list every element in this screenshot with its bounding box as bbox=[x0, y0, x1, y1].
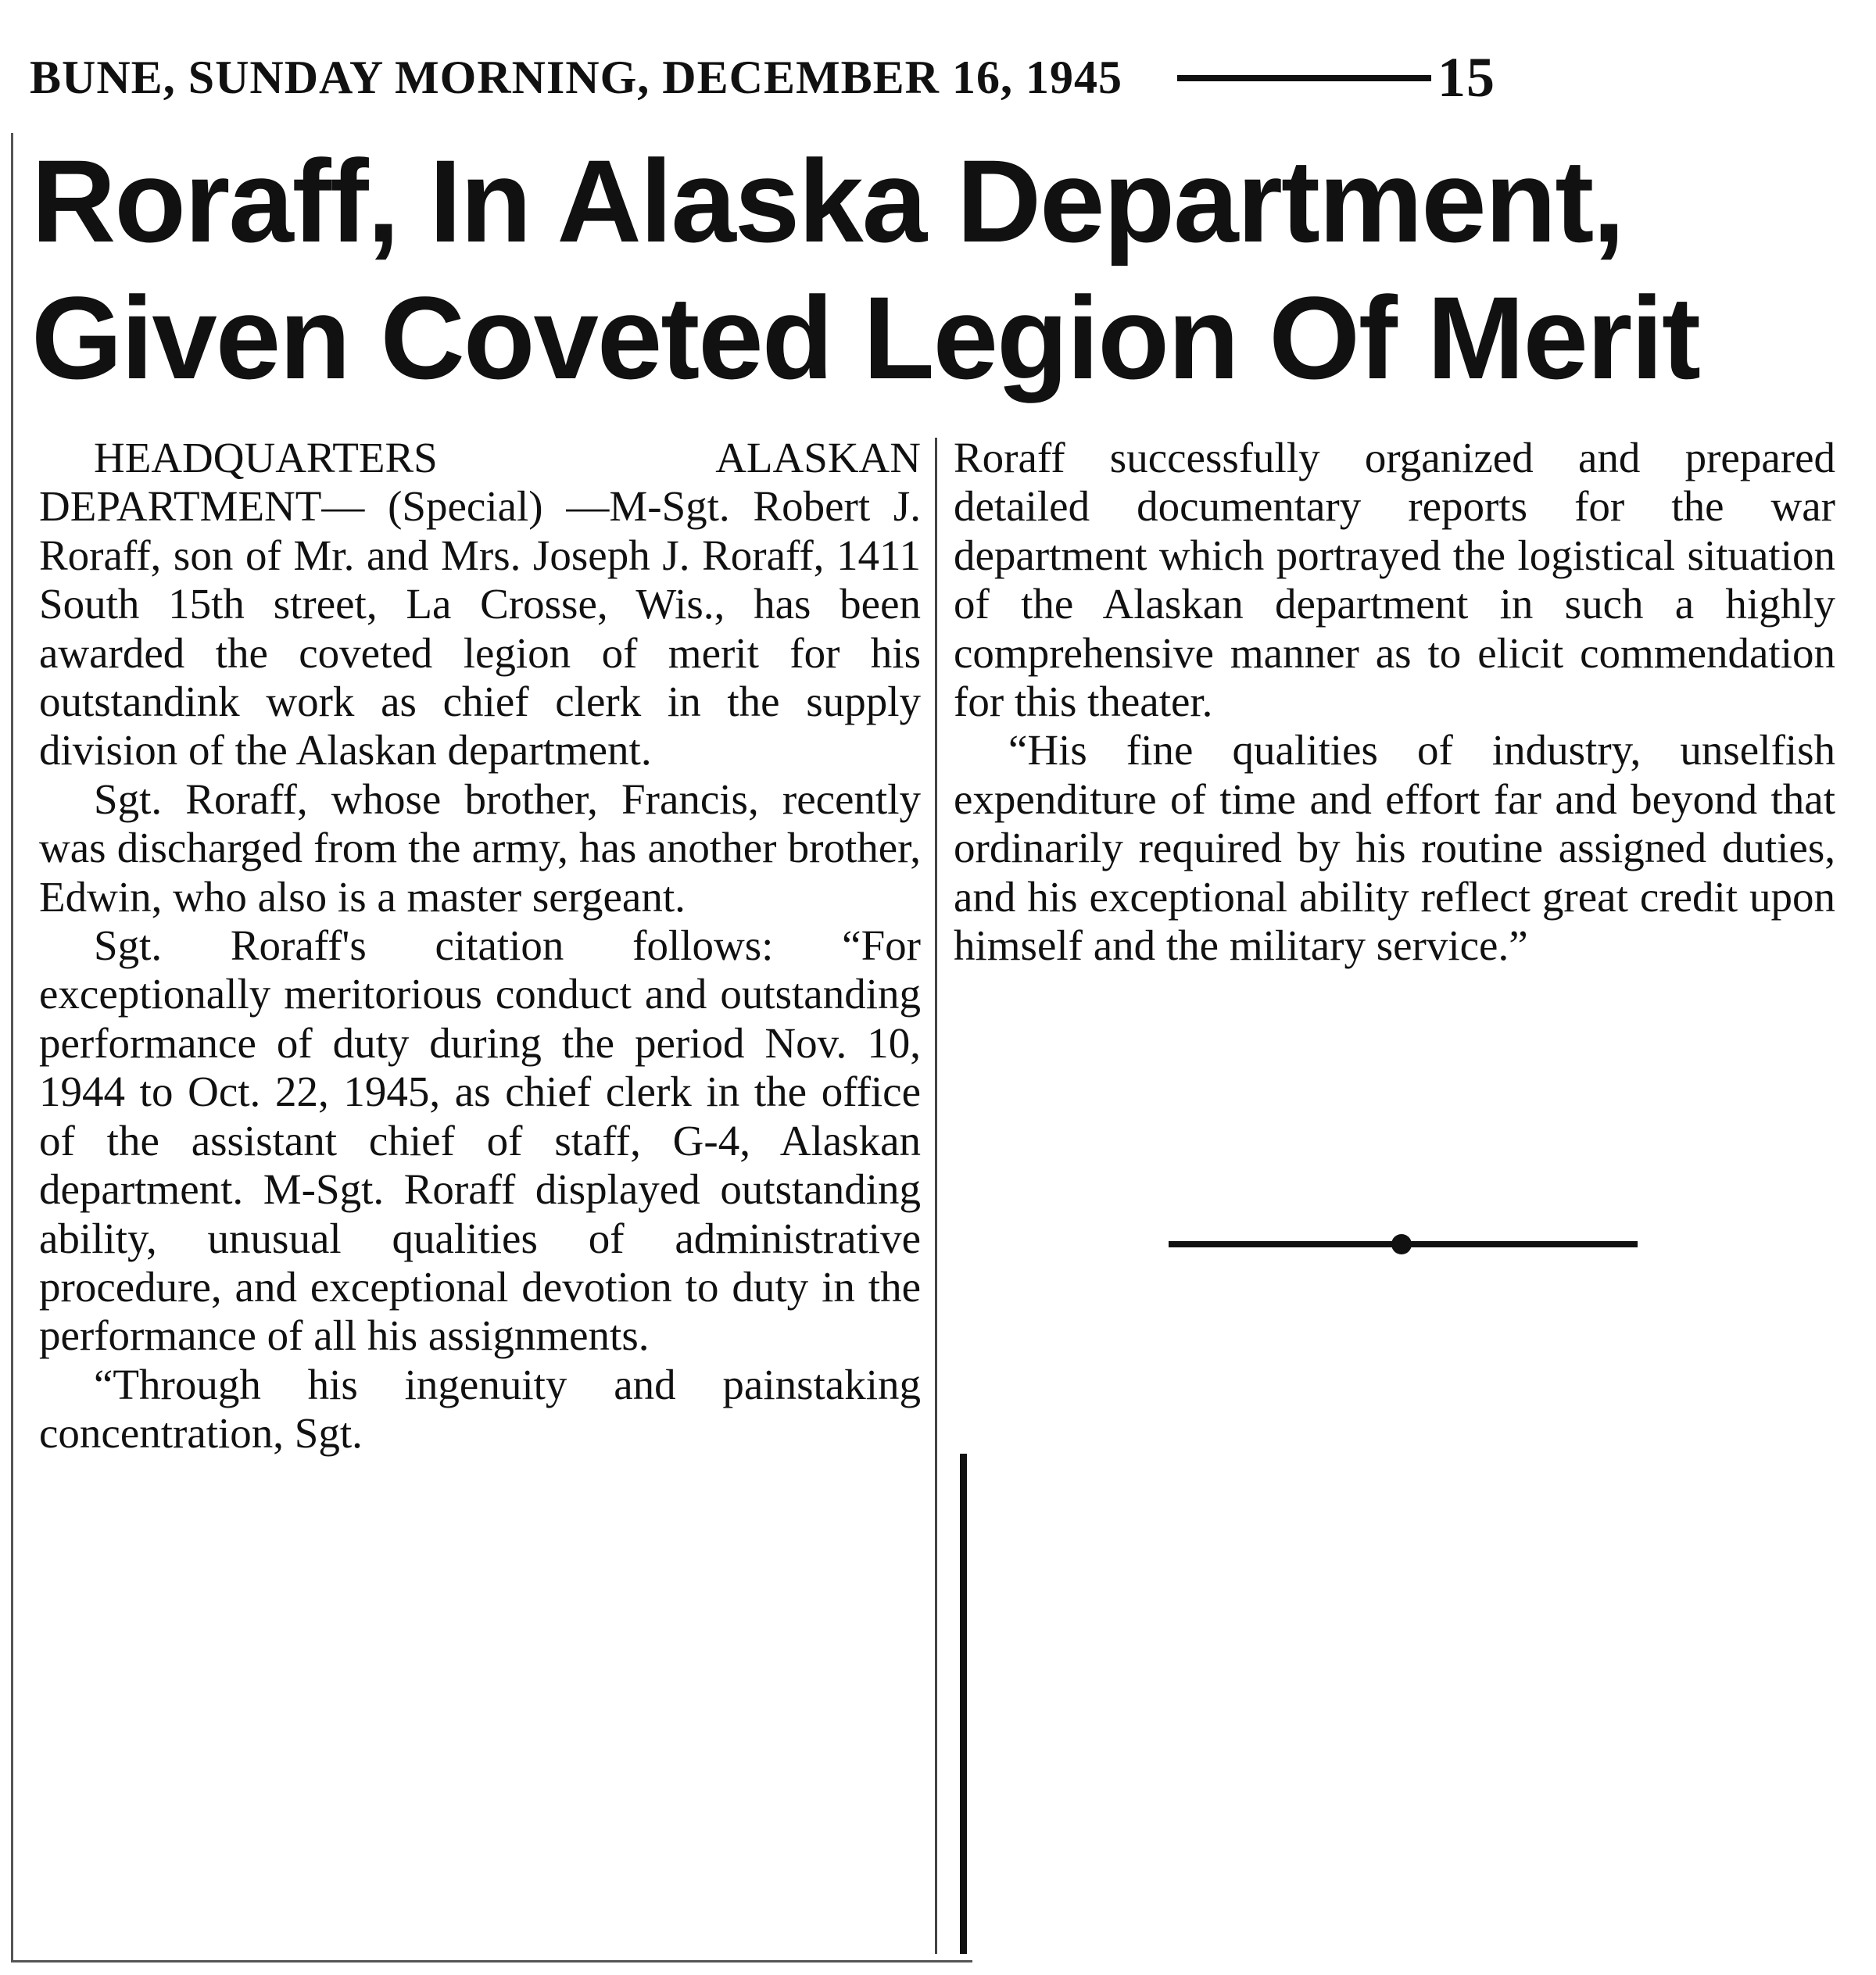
paragraph: “His fine qualities of industry, unselfish expenditure of time and effort far and beyond that ordinarily required by his routine assigned duties, and his exceptional ability reflect great credit upon himself and the military service.” bbox=[954, 726, 1835, 970]
dateline bbox=[30, 45, 1749, 110]
paragraph: “Through his ingenuity and painstaking concentration, Sgt. bbox=[39, 1360, 921, 1458]
dateline-text: BUNE, SUNDAY MORNING, DECEMBER 16, 1945 bbox=[30, 52, 1122, 103]
dateline-rule bbox=[1177, 75, 1431, 81]
page-number: 15 bbox=[1437, 46, 1495, 109]
article-column-left bbox=[39, 434, 921, 1458]
end-rule-dot bbox=[1391, 1234, 1412, 1254]
article-column-right bbox=[954, 434, 1835, 970]
paragraph: Sgt. Roraff, whose brother, Francis, recently was discharged from the army, has another brother, Edwin, who also is a master sergeant. bbox=[39, 775, 921, 921]
column-divider bbox=[935, 438, 937, 1954]
headline-line-1: Roraff, In Alaska Department, bbox=[31, 135, 1624, 267]
paragraph: Sgt. Roraff's citation follows: “For exceptionally meritorious conduct and outstanding performance of duty during the period Nov. 10, 1944 to Oct. 22, 1945, as chief clerk in the office of the assistant chief of staff, G-4, Alaskan department. M-Sgt. Roraff displayed outstanding ability, unusual qualities of administrative procedure, and exceptional devotion to duty in the performance of all his assignments. bbox=[39, 921, 921, 1360]
clipping-left-border bbox=[11, 133, 13, 1962]
headline-line-2: Given Coveted Legion Of Merit bbox=[31, 272, 1699, 403]
headline bbox=[31, 133, 1829, 406]
column-divider-heavy bbox=[960, 1454, 967, 1954]
clipping-bottom-border bbox=[11, 1960, 972, 1962]
paragraph: Roraff successfully organized and prepared detailed documentary reports for the war department which portrayed the logistical situation of the Alaskan department in such a highly comprehensive manner as to elicit commendation for this theater. bbox=[954, 434, 1835, 726]
end-of-article-rule bbox=[1169, 1241, 1638, 1247]
paragraph: HEADQUARTERS ALASKAN DEPARTMENT— (Special) —M-Sgt. Robert J. Roraff, son of Mr. and Mrs. Joseph J. Roraff, 1411 South 15th street, La Crosse, Wis., has been awarded the coveted legion of merit for his outstandink work as chief clerk in the supply division of the Alaskan department. bbox=[39, 434, 921, 775]
